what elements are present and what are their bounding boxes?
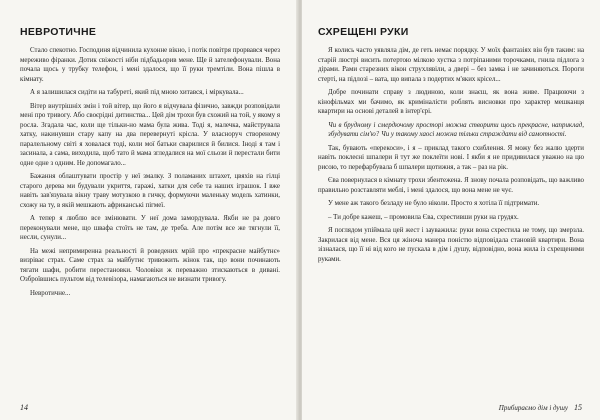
page-number-left: 14 [20,403,28,412]
paragraph: А тепер я люблю все змінювати. У неї дома замордувала. Якби не ра довго переконували мене, що швафа стоїть не там, де треба. Але потім все же тягнули її, несли, сунули... [20,215,280,241]
right-page-text-block [318,26,584,268]
paragraph: На межі непримиренна реальності й роведених мрій про «прекрасне майбутнє» визріває страх. Саме страх за майбутнє тривожить жінок так, що вони починають тягати шафи, робити перестановки. Чоловіки ж переважно зтискаються в дивані. Озброївшись пультом від телевізора, намагаються не визнати тривогу. [20,247,280,283]
paragraph: У мене аж такого безладу не було ніколи. Просто я хотіла її підтримати. [328,200,540,207]
paragraph: Вітер внутрішніх змін і той вітер, що його я відчувала фізично, завжди розповідали мені про тривогу. Або своєрідні дитинства... Цей дім трохи був схожий на той, у якому я росла. Згадала час, коли ще тільки-но мама була жива. Тоді я, малечка, майструвала хатку, накинувши стару капу на два перевернуті крісла. У власноруч створеному паралельному світі я ховалася тоді, коли мої батьки сварилися й билися. Іноді я там і засинала, а сама, виходила, щоб тато й мама згледалися на мої сльози й перестали бити одне одне з одним. Не допомагало... [20,102,280,167]
chapter-title-right: СХРЕЩЕНІ РУКИ [318,26,409,38]
paragraph: Так, бувають «перекоси», і я – приклад такого схиблення. Я можу без жалю здерти навіть поклеєні шпалери й тут же поклеїти нові. І якби я не придивилася уважно на цю рисою, то перефарбувала б шпалери щотижня, а так – раз на рік. [318,144,584,171]
paragraph: Невротичне... [30,289,71,297]
paragraph: А я залишилася сидіти на табуреті, який під мною хитався, і міркувала... [30,89,244,96]
running-footer-title: Прибираємо дім і душу [498,404,568,412]
left-page [0,0,298,420]
paragraph: Добре починати справу з людиною, коли знаєш, як вона живе. Працюючи з кінофільмах ми бачимо, як криміналісти роблять висновки про характер мешканця квартири на основі деталей в інтер'єрі. [318,89,584,115]
paragraph: Бажання облаштувати простір у неї змалку. З поламаних штахет, цвяхів на гілці старого дерева ми будували укриття, гаражі, хатки для себе та наших іграшок. І вже навіть зав'язувала вікну траву мотузкою в гичку, формуючи маленьку модель хатинки, схожу на ту, в якій мешкають африканські пігмеї. [20,173,280,209]
paragraph: – Ти добре кажеш, – промовила Єва, схрестивши руки на грудях. [328,213,519,221]
right-page [302,0,600,420]
paragraph: Я поглядом упіймала цей жест і зауважила: руки вона схрестила не тому, що змерзла. Закрилася від мене. Вся ця жіноча манера поністю відповідала становій квартири. Вона зізналася, що її ні від кого не пускала в дім і душу, відповідно, вона жила із схрещеними руками. [318,227,584,263]
italic-quote: Чи в брудному і смердючому просторі можна створити щось прекрасне, наприклад, збудувати сім'ю? Чи у такому хаосі можна тільки страждати від самотності. [328,121,584,138]
page-number-right: 15 [574,403,582,412]
running-footer [499,403,582,412]
chapter-title-left: НЕВРОТИЧНЕ [20,26,97,38]
paragraph: Стало спекотно. Господиня відчинила кухонне вікно, і потік повітря прорвався через мереживо фіранки. Дотик свіжості ніби підбадьорив мене. Ще й зателефонували. Вона почала щось у трубку телефон, і мені здалося, що її руки тремтіли. Вона пішла в кімнату. [20,47,280,83]
paragraph: Єва повернулася в кімнату трохи збентежена. Я знову почала розповідать, що важливо правильно розставляти меблі, і мені здалося, що вона мене не чує. [318,177,584,194]
left-page-text-block [20,26,280,302]
paragraph: Я колись часто уявляла дім, де геть немає порядку. У моїх фантазіях він був таким: на старій люстрі висить потертою мілкою хустка з потріпаними торочками, гнила підлога з дірами. Рами старезних вікон струхлявіли, а двері – без замка і не зачиняються. Пороги стерті, на підлозі – вата, що випала з подертих м'яких крісел... [318,47,584,83]
